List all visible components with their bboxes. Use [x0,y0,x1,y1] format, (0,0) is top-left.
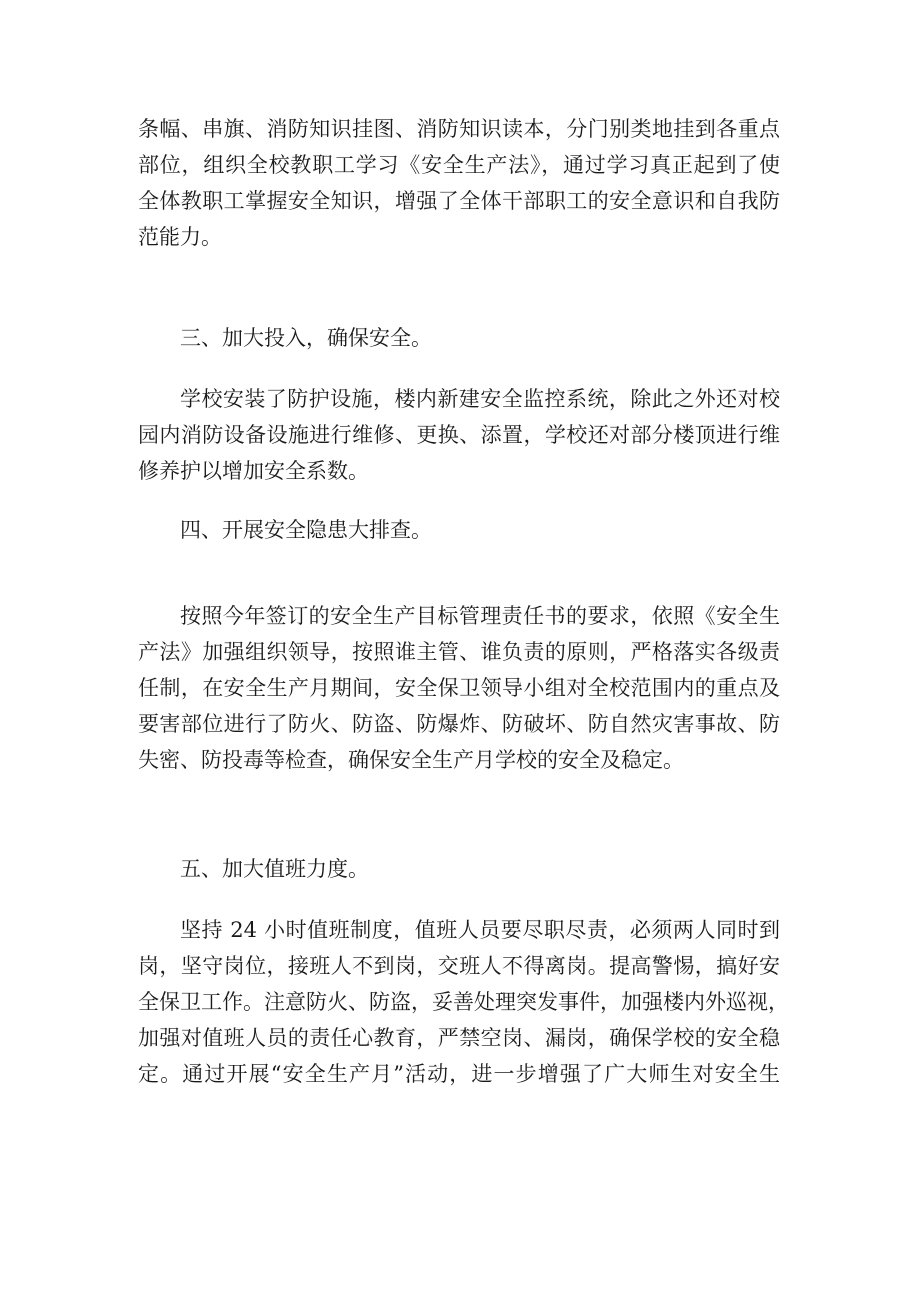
heading-text: 三、加大投入，确保安全。 [180,326,432,350]
text-line: 部位，组织全校教职工学习《安全生产法》，通过学习真正起到了使 [138,153,780,177]
paragraph-inspection [138,598,780,778]
text-line: 条幅、串旗、消防知识挂图、消防知识读本，分门别类地挂到各重点 [138,117,780,141]
text-line: 要害部位进行了防火、防盗、防爆炸、防破坏、防自然灾害事故、防 [138,712,780,736]
heading-text: 五、加大值班力度。 [180,857,369,881]
text-line: 任制，在安全生产月期间，安全保卫领导小组对全校范围内的重点及 [138,676,780,700]
heading-text: 四、开展安全隐患大排查。 [180,518,432,542]
text-line: 学校安装了防护设施，楼内新建安全监控系统，除此之外还对校 [180,387,780,411]
section-heading-3 [138,320,780,356]
text-line: 修养护以增加安全系数。 [138,459,369,483]
text-line: 失密、防投毒等检查，确保安全生产月学校的安全及稳定。 [138,748,684,772]
section-heading-5 [138,851,780,887]
text-line: 园内消防设备设施进行维修、更换、添置，学校还对部分楼顶进行维 [138,423,780,447]
text-line: 产法》加强组织领导，按照谁主管、谁负责的原则，严格落实各级责 [138,640,780,664]
text-line: 岗，坚守岗位，接班人不到岗，交班人不得离岗。提高警惕，搞好安 [138,954,780,978]
text-line: 全保卫工作。注意防火、防盗，妥善处理突发事件，加强楼内外巡视， [138,990,789,1014]
text-line: 按照今年签订的安全生产目标管理责任书的要求，依照《安全生 [180,604,780,628]
section-heading-4 [138,512,780,548]
text-line: 加强对值班人员的责任心教育，严禁空岗、漏岗，确保学校的安全稳 [138,1026,780,1050]
paragraph-investment [138,381,780,489]
paragraph-duty [138,912,789,1092]
paragraph-publicity-continued [138,111,780,255]
text-line: 范能力。 [138,225,222,249]
text-line: 定。通过开展“安全生产月”活动，进一步增强了广大师生对安全生 [138,1062,780,1086]
text-line: 坚持 24 小时值班制度，值班人员要尽职尽责，必须两人同时到 [180,918,780,942]
text-line: 全体教职工掌握安全知识，增强了全体干部职工的安全意识和自我防 [138,189,780,213]
